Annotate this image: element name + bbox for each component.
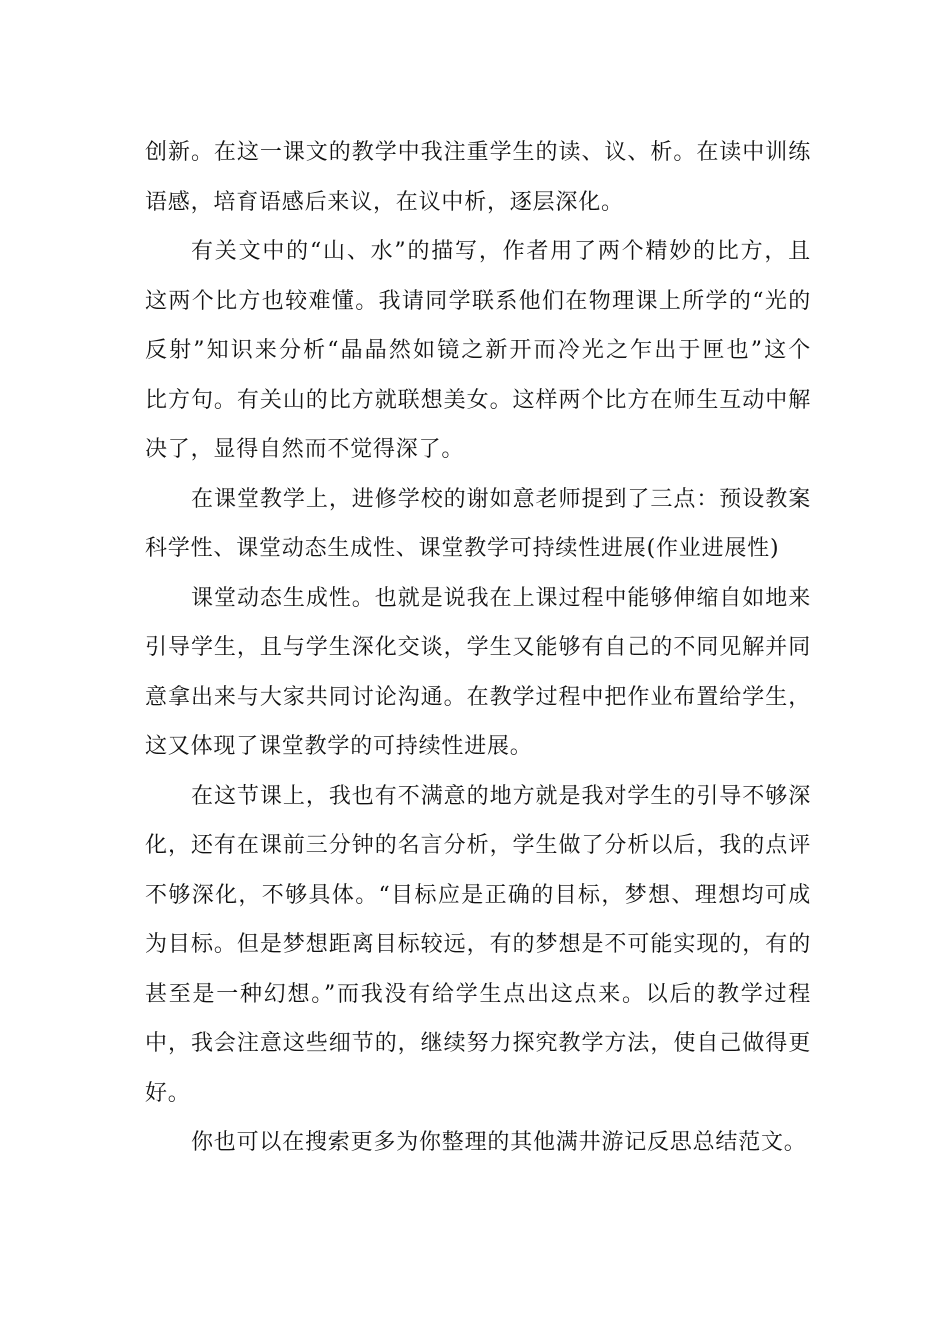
paragraph-3-line-1: 在课堂教学上，进修学校的谢如意老师提到了三点：预设教案 [191, 486, 811, 512]
document-body [145, 128, 811, 1168]
paragraph-5-line-4: 为目标。但是梦想距离目标较远，有的梦想是不可能实现的，有的 [145, 932, 811, 957]
paragraph-2-line-4: 比方句。有关山的比方就联想美女。这样两个比方在师生互动中解 [145, 387, 811, 413]
paragraph-2-line-2: 这两个比方也较难懂。我请同学联系他们在物理课上所学的“光的 [145, 288, 811, 314]
paragraph-4-line-1: 课堂动态生成性。也就是说我在上课过程中能够伸缩自如地来 [191, 585, 811, 611]
paragraph-5-line-2: 化，还有在课前三分钟的名言分析，学生做了分析以后，我的点评 [145, 833, 811, 858]
paragraph-2-line-3: 反射”知识来分析“晶晶然如镜之新开而冷光之乍出于匣也”这个 [145, 338, 811, 363]
paragraph-4-line-4: 这又体现了课堂教学的可持续性进展。 [145, 734, 533, 759]
paragraph-5-line-3: 不够深化，不够具体。“目标应是正确的目标，梦想、理想均可成 [145, 882, 811, 908]
paragraph-4-line-3: 意拿出来与大家共同讨论沟通。在教学过程中把作业布置给学生， [145, 684, 811, 710]
paragraph-1-line-2: 语感，培育语感后来议，在议中析，逐层深化。 [145, 189, 624, 215]
paragraph-5-line-7: 好。 [145, 1080, 191, 1106]
paragraph-6-line-1: 你也可以在搜索更多为你整理的其他满井游记反思总结范文。 [191, 1130, 807, 1155]
paragraph-1-line-1: 创新。在这一课文的教学中我注重学生的读、议、析。在读中训练 [145, 140, 811, 165]
paragraph-2-line-1: 有关文中的“山、水”的描写，作者用了两个精妙的比方，且 [191, 239, 811, 264]
paragraph-5-line-6: 中，我会注意这些细节的，继续努力探究教学方法，使自己做得更 [145, 1031, 811, 1056]
paragraph-4-line-2: 引导学生，且与学生深化交谈，学生又能够有自己的不同见解并同 [145, 635, 811, 660]
paragraph-3-line-2: 科学性、课堂动态生成性、课堂教学可持续性进展(作业进展性) [145, 536, 780, 561]
paragraph-2-line-5: 决了，显得自然而不觉得深了。 [145, 437, 465, 462]
paragraph-5-line-1: 在这节课上，我也有不满意的地方就是我对学生的引导不够深 [191, 783, 811, 809]
paragraph-5-line-5: 甚至是一种幻想。”而我没有给学生点出这点来。以后的教学过程 [145, 981, 811, 1007]
